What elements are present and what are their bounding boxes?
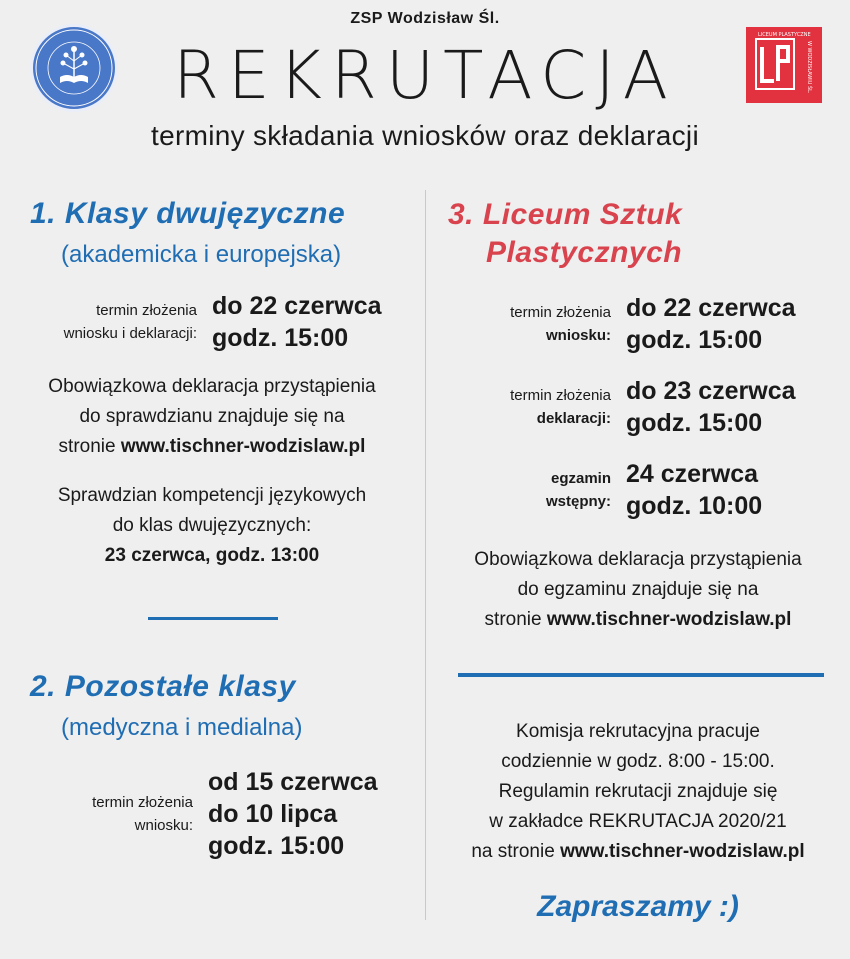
section3-row3-label [440, 467, 611, 513]
section1-website-link[interactable]: www.tischner-wodzislaw.pl [120, 436, 366, 457]
section3-row3-label-line2: wstępny: [545, 493, 611, 510]
section3-declaration-note [426, 545, 850, 635]
section3-para-line3 [426, 605, 850, 635]
section2-label-line2: wniosku: [134, 817, 193, 834]
section1-declaration-note [0, 372, 424, 462]
info-line5 [426, 837, 850, 867]
section1-para2-line1: Sprawdzian kompetencji językowych [57, 485, 367, 506]
info-line2: codziennie w godz. 8:00 - 15:00. [501, 751, 775, 772]
section3-para-line3-text: stronie [484, 609, 547, 630]
info-line3: Regulamin rekrutacji znajduje się [498, 781, 778, 802]
section3-title-line1: 3. Liceum Sztuk [448, 198, 683, 231]
left-section-divider [148, 617, 278, 620]
section1-para2-line2: do klas dwujęzycznych: [112, 515, 312, 536]
section2-deadline [208, 766, 378, 862]
section3-row3-label-line1: egzamin [550, 470, 611, 487]
closing-message: Zapraszamy :) [537, 890, 739, 923]
section1-para1-line2: do sprawdzianu znajduje się na [79, 406, 345, 427]
section3-row1-date: do 22 czerwca [626, 294, 796, 322]
section3-row2-label-line2: deklaracji: [536, 410, 611, 427]
page-title: REKRUTACJA [173, 37, 677, 114]
section3-para-line2: do egzaminu znajduje się na [517, 579, 759, 600]
section3-row3-time: godz. 10:00 [626, 492, 763, 520]
info-line5-text: na stronie [471, 841, 561, 862]
section2-label-line1: termin złożenia [92, 794, 193, 811]
info-line1: Komisja rekrutacyjna pracuje [516, 721, 760, 742]
section1-label-line2: wniosku i deklaracji: [63, 325, 197, 342]
section1-para1-line3 [0, 432, 424, 462]
section1-para1-line3-text: stronie [58, 436, 121, 457]
section1-time: godz. 15:00 [212, 324, 349, 352]
section3-row3-date: 24 czerwca [626, 460, 759, 488]
section1-label-line1: termin złożenia [96, 302, 197, 319]
section3-row2-label [440, 384, 611, 430]
section1-date: do 22 czerwca [212, 292, 382, 320]
section3-para-line1: Obowiązkowa deklaracja przystąpienia [474, 549, 802, 570]
section3-title [448, 196, 682, 272]
section1-deadline [212, 290, 382, 354]
section3-row2-date: do 23 czerwca [626, 377, 796, 405]
section1-title: 1. Klasy dwujęzyczne [30, 197, 346, 230]
section3-website-link[interactable]: www.tischner-wodzislaw.pl [546, 609, 792, 630]
page-subtitle: terminy składania wniosków oraz deklaracji [151, 120, 699, 151]
section3-row2-deadline [626, 375, 796, 439]
section3-row1-time: godz. 15:00 [626, 326, 763, 354]
section3-title-line2: Plastycznych [486, 236, 683, 269]
section1-subtitle: (akademicka i europejska) [61, 241, 342, 268]
section2-time: godz. 15:00 [208, 832, 345, 860]
section2-date1: od 15 czerwca [208, 768, 378, 796]
section2-title: 2. Pozostałe klasy [30, 670, 296, 703]
section3-row1-label-line1: termin złożenia [510, 304, 611, 321]
section1-exam-note [0, 481, 424, 571]
section3-row1-label [440, 301, 611, 347]
section3-row2-label-line1: termin złożenia [510, 387, 611, 404]
section1-para2-line3: 23 czerwca, godz. 13:00 [104, 545, 320, 566]
info-line4: w zakładce REKRUTACJA 2020/21 [489, 811, 787, 832]
section3-row2-time: godz. 15:00 [626, 409, 763, 437]
school-name: ZSP Wodzisław Śl. [350, 10, 500, 27]
section1-para1-line1: Obowiązkowa deklaracja przystąpienia [48, 376, 376, 397]
section2-date2: do 10 lipca [208, 800, 338, 828]
section3-row1-deadline [626, 292, 796, 356]
section2-subtitle: (medyczna i medialna) [61, 714, 303, 741]
section1-deadline-label [0, 299, 197, 345]
svg-text:LICEUM PLASTYCZNE: LICEUM PLASTYCZNE [758, 32, 811, 38]
info-website-link[interactable]: www.tischner-wodzislaw.pl [560, 841, 805, 862]
section3-row3-deadline [626, 458, 762, 522]
svg-text:W WODZISŁAWIU ŚL.: W WODZISŁAWIU ŚL. [806, 41, 812, 94]
section2-deadline-label [0, 791, 193, 837]
right-section-divider [458, 673, 824, 677]
committee-info [426, 717, 850, 867]
section3-row1-label-line2: wniosku: [545, 327, 611, 344]
